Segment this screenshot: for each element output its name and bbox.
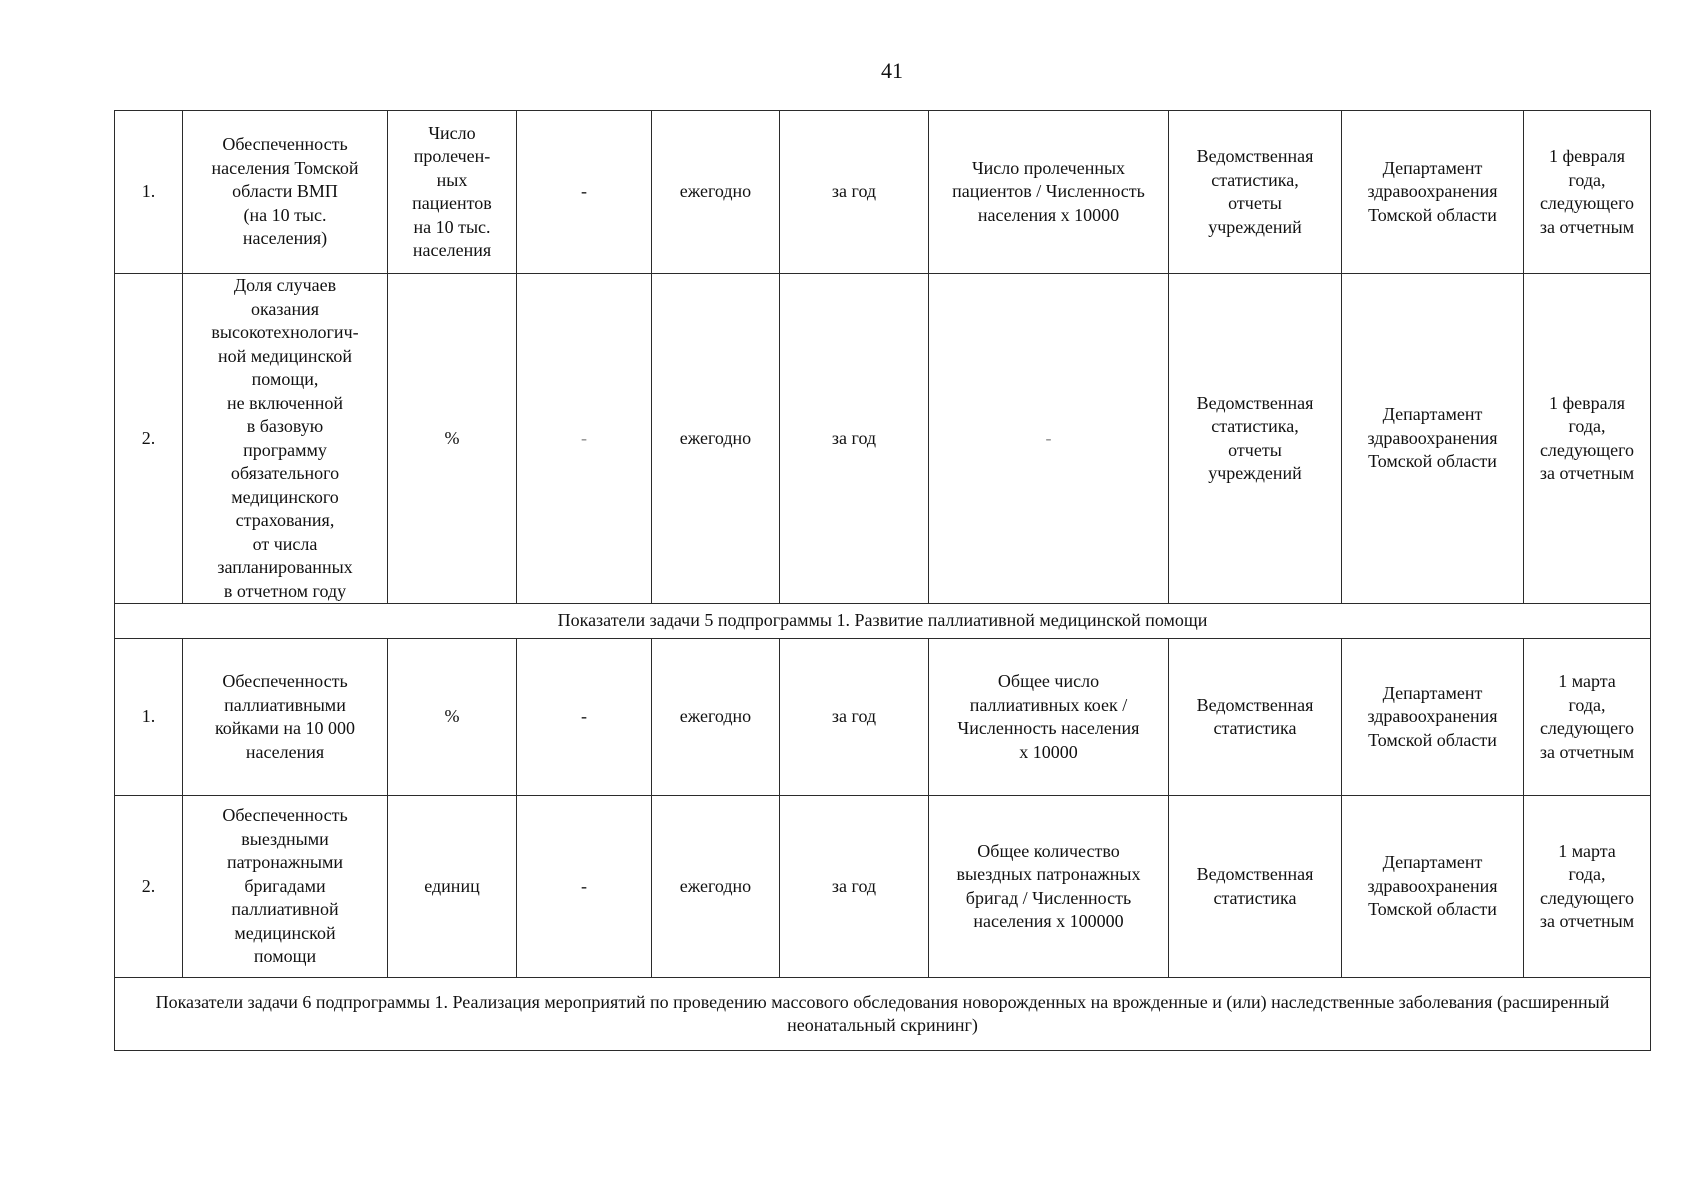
column-4-value: - xyxy=(517,639,652,796)
time-period: за год xyxy=(780,111,929,274)
section-5-title: Показатели задачи 5 подпрограммы 1. Развитие паллиативной медицинской помощи xyxy=(115,604,1651,639)
deadline: 1 марта года, следующего за отчетным xyxy=(1524,639,1651,796)
indicator-name: Обеспеченность выездными патронажными бригадами паллиативной медицинской помощи xyxy=(183,796,388,978)
table-row xyxy=(115,796,1651,978)
section-6-title: Показатели задачи 6 подпрограммы 1. Реализация мероприятий по проведению массового обследования новорожденных на врожденные и (или) наследственные заболевания (расширенный неонатальный скрининг) xyxy=(115,978,1651,1051)
deadline: 1 февраля года, следующего за отчетным xyxy=(1524,274,1651,604)
column-4-value: - xyxy=(517,111,652,274)
page-number: 41 xyxy=(881,58,903,83)
data-source: Ведомственная статистика, отчеты учреждений xyxy=(1169,274,1342,604)
periodicity: ежегодно xyxy=(652,639,780,796)
responsible-department: Департамент здравоохранения Томской области xyxy=(1342,111,1524,274)
periodicity: ежегодно xyxy=(652,274,780,604)
deadline: 1 марта года, следующего за отчетным xyxy=(1524,796,1651,978)
responsible-department: Департамент здравоохранения Томской области xyxy=(1342,274,1524,604)
unit-of-measure: % xyxy=(388,274,517,604)
calculation-formula: Число пролеченных пациентов / Численность населения х 10000 xyxy=(929,111,1169,274)
row-number: 2. xyxy=(115,274,183,604)
indicator-name: Обеспеченность населения Томской области ВМП (на 10 тыс. населения) xyxy=(183,111,388,274)
calculation-formula: - xyxy=(929,274,1169,604)
column-4-value: - xyxy=(517,274,652,604)
calculation-formula: Общее количество выездных патронажных бригад / Численность населения х 100000 xyxy=(929,796,1169,978)
periodicity: ежегодно xyxy=(652,796,780,978)
data-source: Ведомственная статистика xyxy=(1169,796,1342,978)
time-period: за год xyxy=(780,639,929,796)
responsible-department: Департамент здравоохранения Томской области xyxy=(1342,639,1524,796)
section-header-row xyxy=(115,604,1651,639)
indicator-name: Обеспеченность паллиативными койками на 10 000 населения xyxy=(183,639,388,796)
row-number: 1. xyxy=(115,111,183,274)
data-source: Ведомственная статистика xyxy=(1169,639,1342,796)
unit-of-measure: Число пролечен- ных пациентов на 10 тыс. населения xyxy=(388,111,517,274)
time-period: за год xyxy=(780,274,929,604)
table-row xyxy=(115,111,1651,274)
section-header-row xyxy=(115,978,1651,1051)
table-row xyxy=(115,639,1651,796)
deadline: 1 февраля года, следующего за отчетным xyxy=(1524,111,1651,274)
row-number: 1. xyxy=(115,639,183,796)
unit-of-measure: % xyxy=(388,639,517,796)
row-number: 2. xyxy=(115,796,183,978)
data-source: Ведомственная статистика, отчеты учреждений xyxy=(1169,111,1342,274)
time-period: за год xyxy=(780,796,929,978)
responsible-department: Департамент здравоохранения Томской области xyxy=(1342,796,1524,978)
unit-of-measure: единиц xyxy=(388,796,517,978)
indicator-name: Доля случаев оказания высокотехнологич- ной медицинской помощи, не включенной в базовую программу обязательного медицинского страхования, от числа запланированных в отчетном году xyxy=(183,274,388,604)
periodicity: ежегодно xyxy=(652,111,780,274)
calculation-formula: Общее число паллиативных коек / Численность населения х 10000 xyxy=(929,639,1169,796)
indicators-table xyxy=(114,110,1651,1051)
table-row xyxy=(115,274,1651,604)
column-4-value: - xyxy=(517,796,652,978)
